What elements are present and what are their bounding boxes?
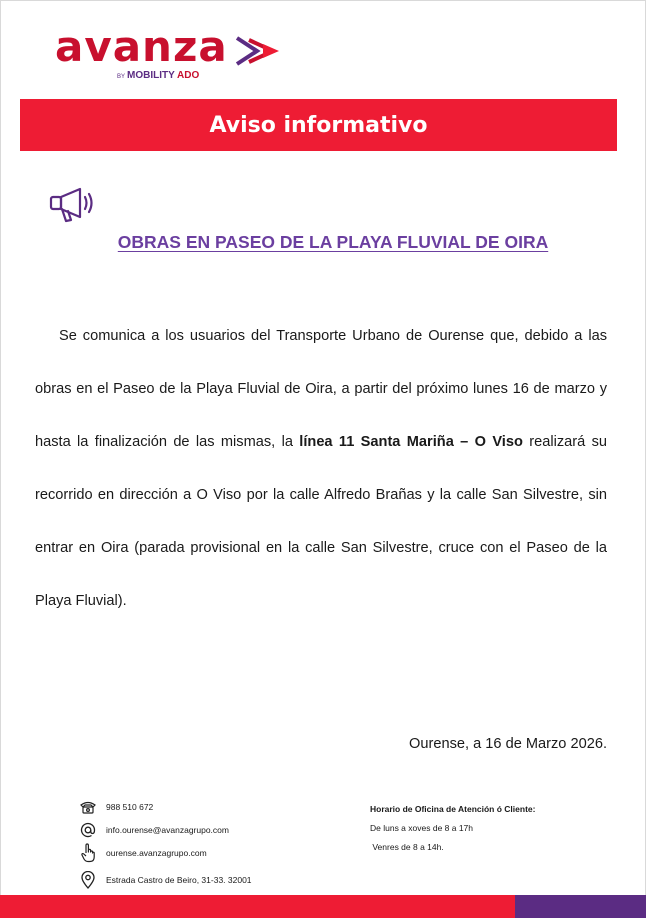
phone-icon — [78, 797, 98, 817]
office-hours-weekdays: De luns a xoves de 8 a 17h — [370, 823, 474, 833]
date-line: Ourense, a 16 de Marzo 2026. — [409, 736, 607, 752]
contact-email — [78, 820, 229, 840]
logo-wordmark: avanza — [55, 22, 228, 71]
office-hours-title: Horario de Oficina de Atención ó Cliente: — [370, 804, 536, 814]
logo-ado: ADO — [177, 70, 200, 81]
logo-arrow-icon — [233, 34, 285, 68]
logo-mobility: MOBILITY — [127, 70, 175, 81]
logo-subtitle — [117, 70, 199, 81]
pointer-hand-icon — [78, 843, 98, 863]
body-text-line-highlight: línea 11 Santa Mariña – O Viso — [299, 434, 523, 450]
avanza-logo — [55, 22, 295, 88]
notice-title: OBRAS EN PASEO DE LA PLAYA FLUVIAL DE OIRA — [117, 232, 549, 252]
at-icon — [78, 820, 98, 840]
logo-by: BY — [117, 74, 126, 80]
notice-body — [35, 310, 607, 628]
body-text-part1: Se comunica a los usuarios del Transporte Urbano de Ourense que, debido a las obras en el Paseo de la Playa Fluvial de Oira, a partir del próximo lunes 16 de marzo y hasta la finalización de las mismas, la — [35, 328, 607, 450]
contact-web — [78, 843, 207, 863]
location-pin-icon — [78, 870, 98, 890]
bottom-bar-red — [0, 895, 515, 918]
banner-title: Aviso informativo — [209, 112, 428, 138]
body-text-part2: realizará su recorrido en dirección a O Viso por la calle Alfredo Brañas y la calle San Silvestre, sin entrar en Oira (parada provisional en la calle San Silvestre, cruce con el Paseo de la Playa Fluvial). — [35, 434, 607, 609]
contact-email-text[interactable]: info.ourense@avanzagrupo.com — [106, 825, 229, 835]
contact-web-text[interactable]: ourense.avanzagrupo.com — [106, 848, 207, 858]
megaphone-icon — [48, 185, 98, 225]
bottom-bar-purple — [515, 895, 646, 918]
contact-phone-text: 988 510 672 — [106, 802, 154, 812]
office-hours — [370, 800, 535, 857]
notice-banner — [20, 99, 617, 151]
contact-address-text: Estrada Castro de Beiro, 31-33. 32001 — [106, 875, 252, 885]
contact-address — [78, 870, 252, 890]
office-hours-friday: Venres de 8 a 14h. — [370, 842, 444, 852]
contact-phone — [78, 797, 153, 817]
